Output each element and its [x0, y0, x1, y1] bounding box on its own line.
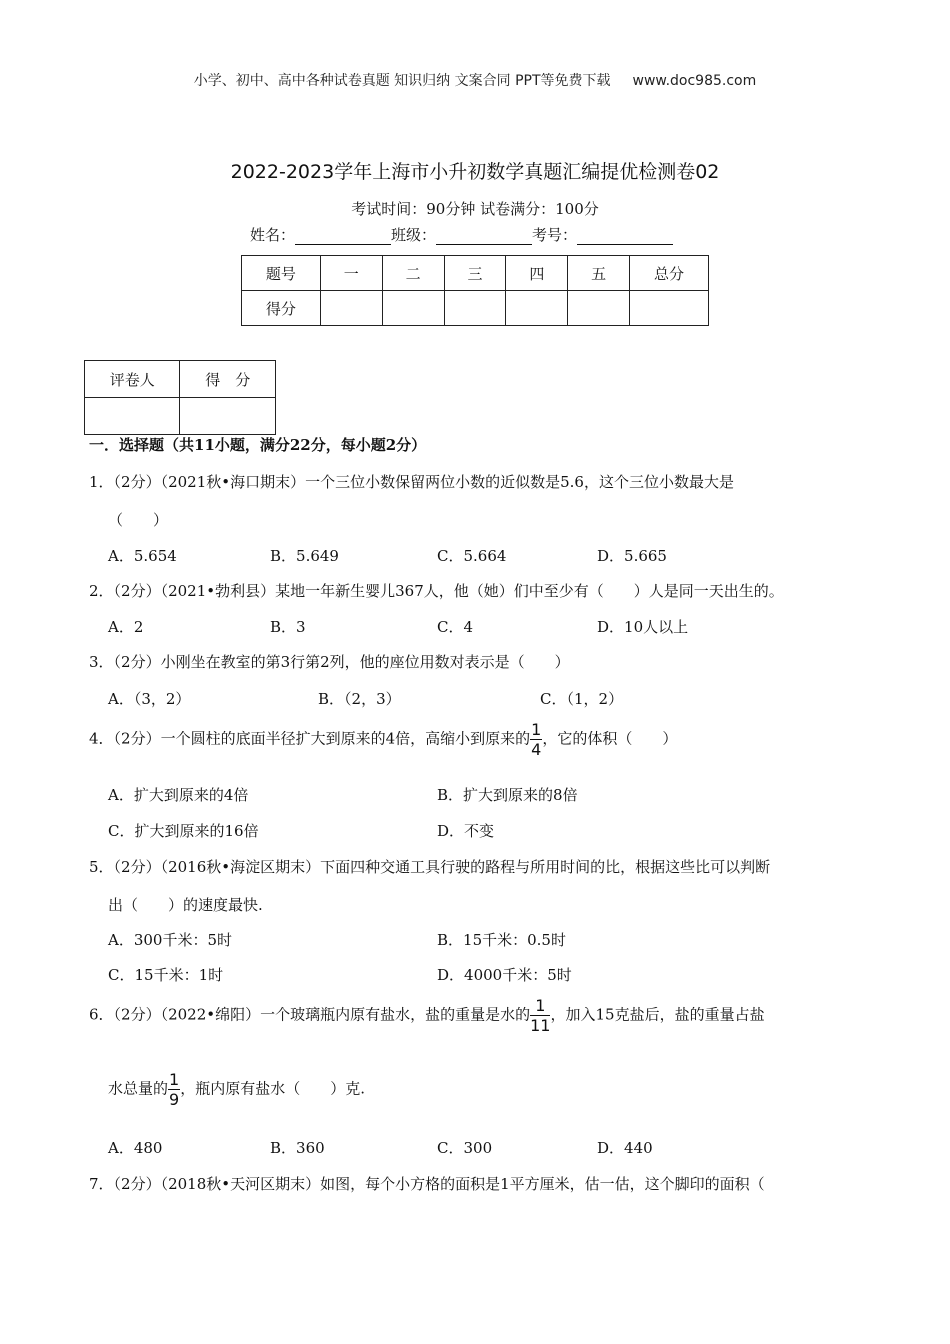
class-label: 班级：	[391, 226, 437, 244]
grader-score-cell[interactable]	[180, 398, 276, 435]
option-b[interactable]: B．（2，3）	[318, 690, 401, 708]
option-d[interactable]: D．5.665	[597, 547, 667, 565]
score-table	[241, 255, 709, 326]
option-a[interactable]: A．扩大到原来的4倍	[108, 786, 249, 804]
header-cell: 五	[568, 256, 630, 291]
question-6-text-line2: 水总量的	[108, 1079, 169, 1098]
option-b[interactable]: B．扩大到原来的8倍	[437, 786, 578, 804]
grader-table	[84, 360, 276, 435]
question-4-text: 4．（2分）一个圆柱的底面半径扩大到原来的4倍，高缩小到原来的	[89, 729, 531, 748]
option-b[interactable]: B．3	[270, 618, 306, 636]
option-c[interactable]: C．（1，2）	[540, 690, 624, 708]
score-row-label: 得分	[242, 291, 321, 326]
grader-header: 评卷人	[85, 361, 180, 398]
question-6-stem-cont	[108, 1070, 365, 1109]
student-info	[250, 224, 673, 245]
site-banner	[0, 70, 950, 90]
option-b[interactable]: B．5.649	[270, 547, 339, 565]
fraction-one-eleventh: $\frac{1}{11}$	[530, 996, 551, 1035]
option-c[interactable]: C．5.664	[437, 547, 507, 565]
question-6-text-mid: ，加入15克盐后，盐的重量占盐	[550, 1005, 765, 1024]
name-label: 姓名：	[250, 226, 296, 244]
question-1-stem: 1．（2分）（2021秋•海口期末）一个三位小数保留两位小数的近似数是5.6，这个三位小数最大是	[89, 473, 734, 491]
option-c[interactable]: C．4	[437, 618, 474, 636]
score-cell[interactable]	[320, 291, 382, 326]
fraction-one-ninth: $\frac{1}{9}$	[169, 1070, 180, 1109]
question-5-stem: 5．（2分）（2016秋•海淀区期末）下面四种交通工具行驶的路程与所用时间的比，根据这些比可以判断	[89, 858, 771, 876]
question-4-text-end: ，它的体积（ ）	[542, 729, 678, 748]
option-d[interactable]: D．不变	[437, 822, 495, 840]
option-a[interactable]: A．300千米：5时	[108, 931, 233, 949]
question-6-text-end: ，瓶内原有盐水（ ）克.	[180, 1079, 365, 1098]
header-cell: 一	[320, 256, 382, 291]
option-a[interactable]: A．2	[108, 618, 144, 636]
banner-text: 小学、初中、高中各种试卷真题 知识归纳 文案合同 PPT等免费下载	[193, 73, 611, 89]
section-title: 一．选择题（共11小题，满分22分，每小题2分）	[89, 436, 427, 454]
question-6-stem	[89, 996, 765, 1035]
header-cell: 题号	[242, 256, 321, 291]
question-1-stem-cont: （ ）	[108, 511, 169, 529]
option-d[interactable]: D．440	[597, 1139, 653, 1157]
header-cell: 四	[506, 256, 568, 291]
class-blank[interactable]	[436, 228, 532, 245]
question-5-stem-cont: 出（ ）的速度最快.	[108, 896, 263, 914]
question-6-text: 6．（2分）（2022•绵阳）一个玻璃瓶内原有盐水，盐的重量是水的	[89, 1005, 531, 1024]
option-c[interactable]: C．300	[437, 1139, 493, 1157]
number-blank[interactable]	[577, 228, 673, 245]
fraction-one-quarter: $\frac{1}{4}$	[531, 720, 542, 759]
number-label: 考号：	[532, 226, 578, 244]
name-blank[interactable]	[295, 228, 391, 245]
option-d[interactable]: D．4000千米：5时	[437, 966, 572, 984]
banner-url[interactable]: www.doc985.com	[632, 73, 757, 89]
score-cell[interactable]	[506, 291, 568, 326]
option-a[interactable]: A．5.654	[108, 547, 177, 565]
option-a[interactable]: A．480	[108, 1139, 163, 1157]
score-cell[interactable]	[630, 291, 709, 326]
question-3-stem: 3．（2分）小刚坐在教室的第3行第2列，他的座位用数对表示是（ ）	[89, 653, 570, 671]
option-b[interactable]: B．360	[270, 1139, 325, 1157]
exam-title: 2022-2023学年上海市小升初数学真题汇编提优检测卷02	[230, 161, 720, 183]
score-cell[interactable]	[568, 291, 630, 326]
score-cell[interactable]	[382, 291, 444, 326]
option-a[interactable]: A．（3，2）	[108, 690, 191, 708]
score-header: 得 分	[180, 361, 276, 398]
grader-cell[interactable]	[85, 398, 180, 435]
score-table-header-row	[242, 256, 709, 291]
score-table-score-row	[242, 291, 709, 326]
header-cell: 三	[444, 256, 506, 291]
score-cell[interactable]	[444, 291, 506, 326]
exam-subtitle: 考试时间：90分钟 试卷满分：100分	[351, 200, 599, 218]
question-7-stem: 7．（2分）（2018秋•天河区期末）如图，每个小方格的面积是1平方厘米，估一估，这个脚印的面积（	[89, 1175, 765, 1193]
header-cell: 总分	[630, 256, 709, 291]
option-b[interactable]: B．15千米：0.5时	[437, 931, 566, 949]
question-4-stem	[89, 720, 677, 759]
header-cell: 二	[382, 256, 444, 291]
question-2-stem: 2．（2分）（2021•勃利县）某地一年新生婴儿367人，他（她）们中至少有（ ）人是同一天出生的。	[89, 582, 784, 600]
option-d[interactable]: D．10人以上	[597, 618, 689, 636]
option-c[interactable]: C．扩大到原来的16倍	[108, 822, 259, 840]
option-c[interactable]: C．15千米：1时	[108, 966, 224, 984]
